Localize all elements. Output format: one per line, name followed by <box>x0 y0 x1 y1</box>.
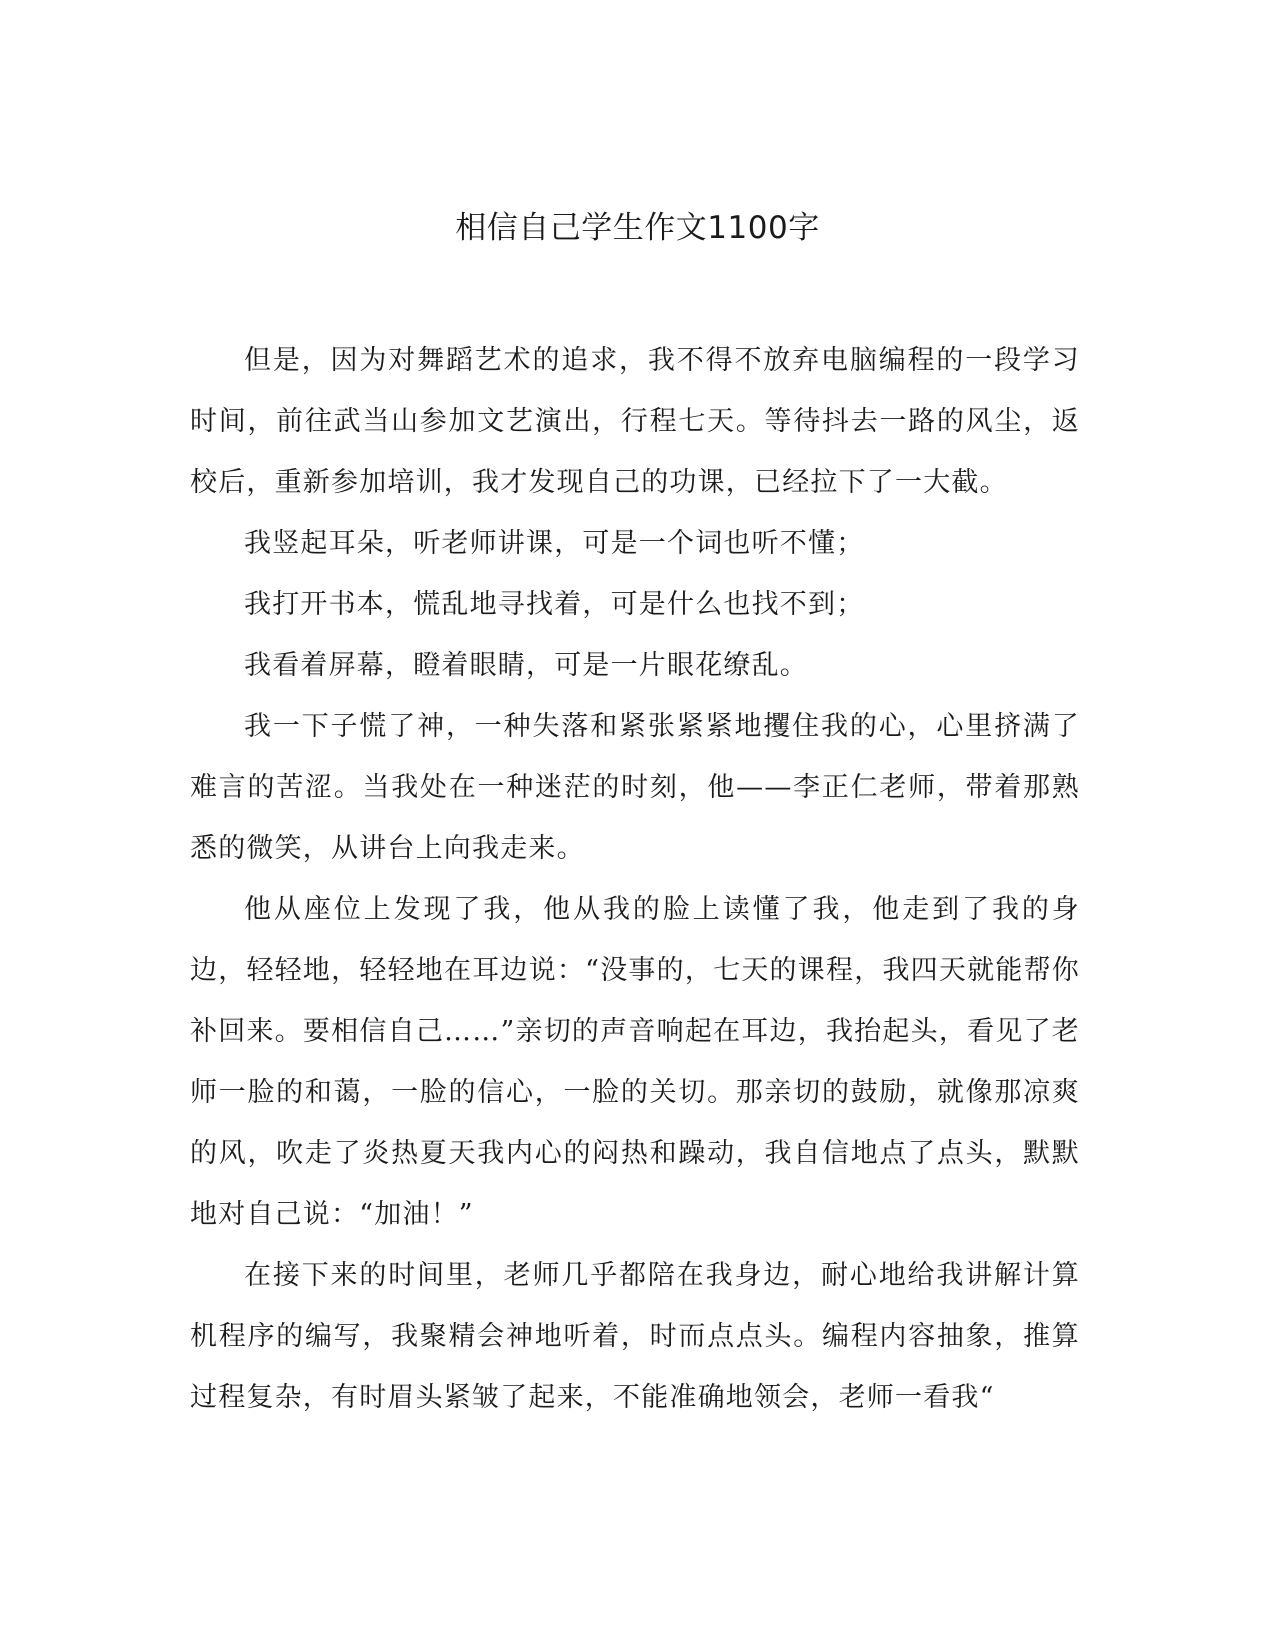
paragraph: 我一下子慌了神，一种失落和紧张紧紧地攫住我的心，心里挤满了难言的苦涩。当我处在一种迷茫的时刻，他——李正仁老师，带着那熟悉的微笑，从讲台上向我走来。 <box>190 711 1080 864</box>
paragraph: 但是，因为对舞蹈艺术的追求，我不得不放弃电脑编程的一段学习时间，前往武当山参加文艺演出，行程七天。等待抖去一路的风尘，返校后，重新参加培训，我才发现自己的功课，已经拉下了一大截。 <box>190 345 1080 498</box>
document-title: 相信自己学生作文1100字 <box>455 210 820 246</box>
paragraph: 我打开书本，慌乱地寻找着，可是什么也找不到； <box>244 589 865 620</box>
paragraph: 在接下来的时间里，老师几乎都陪在我身边，耐心地给我讲解计算机程序的编写，我聚精会神地听着，时而点点头。编程内容抽象，推算过程复杂，有时眉头紧皱了起来，不能准确地领会，老师一看我“ <box>190 1260 1080 1413</box>
paragraph: 他从座位上发现了我，他从我的脸上读懂了我，他走到了我的身边，轻轻地，轻轻地在耳边说：“没事的，七天的课程，我四天就能帮你补回来。要相信自己……”亲切的声音响起在耳边，我抬起头，看见了老师一脸的和蔼，一脸的信心，一脸的关切。那亲切的鼓励，就像那凉爽的风，吹走了炎热夏天我内心的闷热和躁动，我自信地点了点头，默默地对自己说：“加油！” <box>190 894 1080 1230</box>
paragraph: 我竖起耳朵，听老师讲课，可是一个词也听不懂； <box>244 528 865 559</box>
paragraph: 我看着屏幕，瞪着眼睛，可是一片眼花缭乱。 <box>244 650 808 681</box>
document-body <box>190 330 1080 1428</box>
